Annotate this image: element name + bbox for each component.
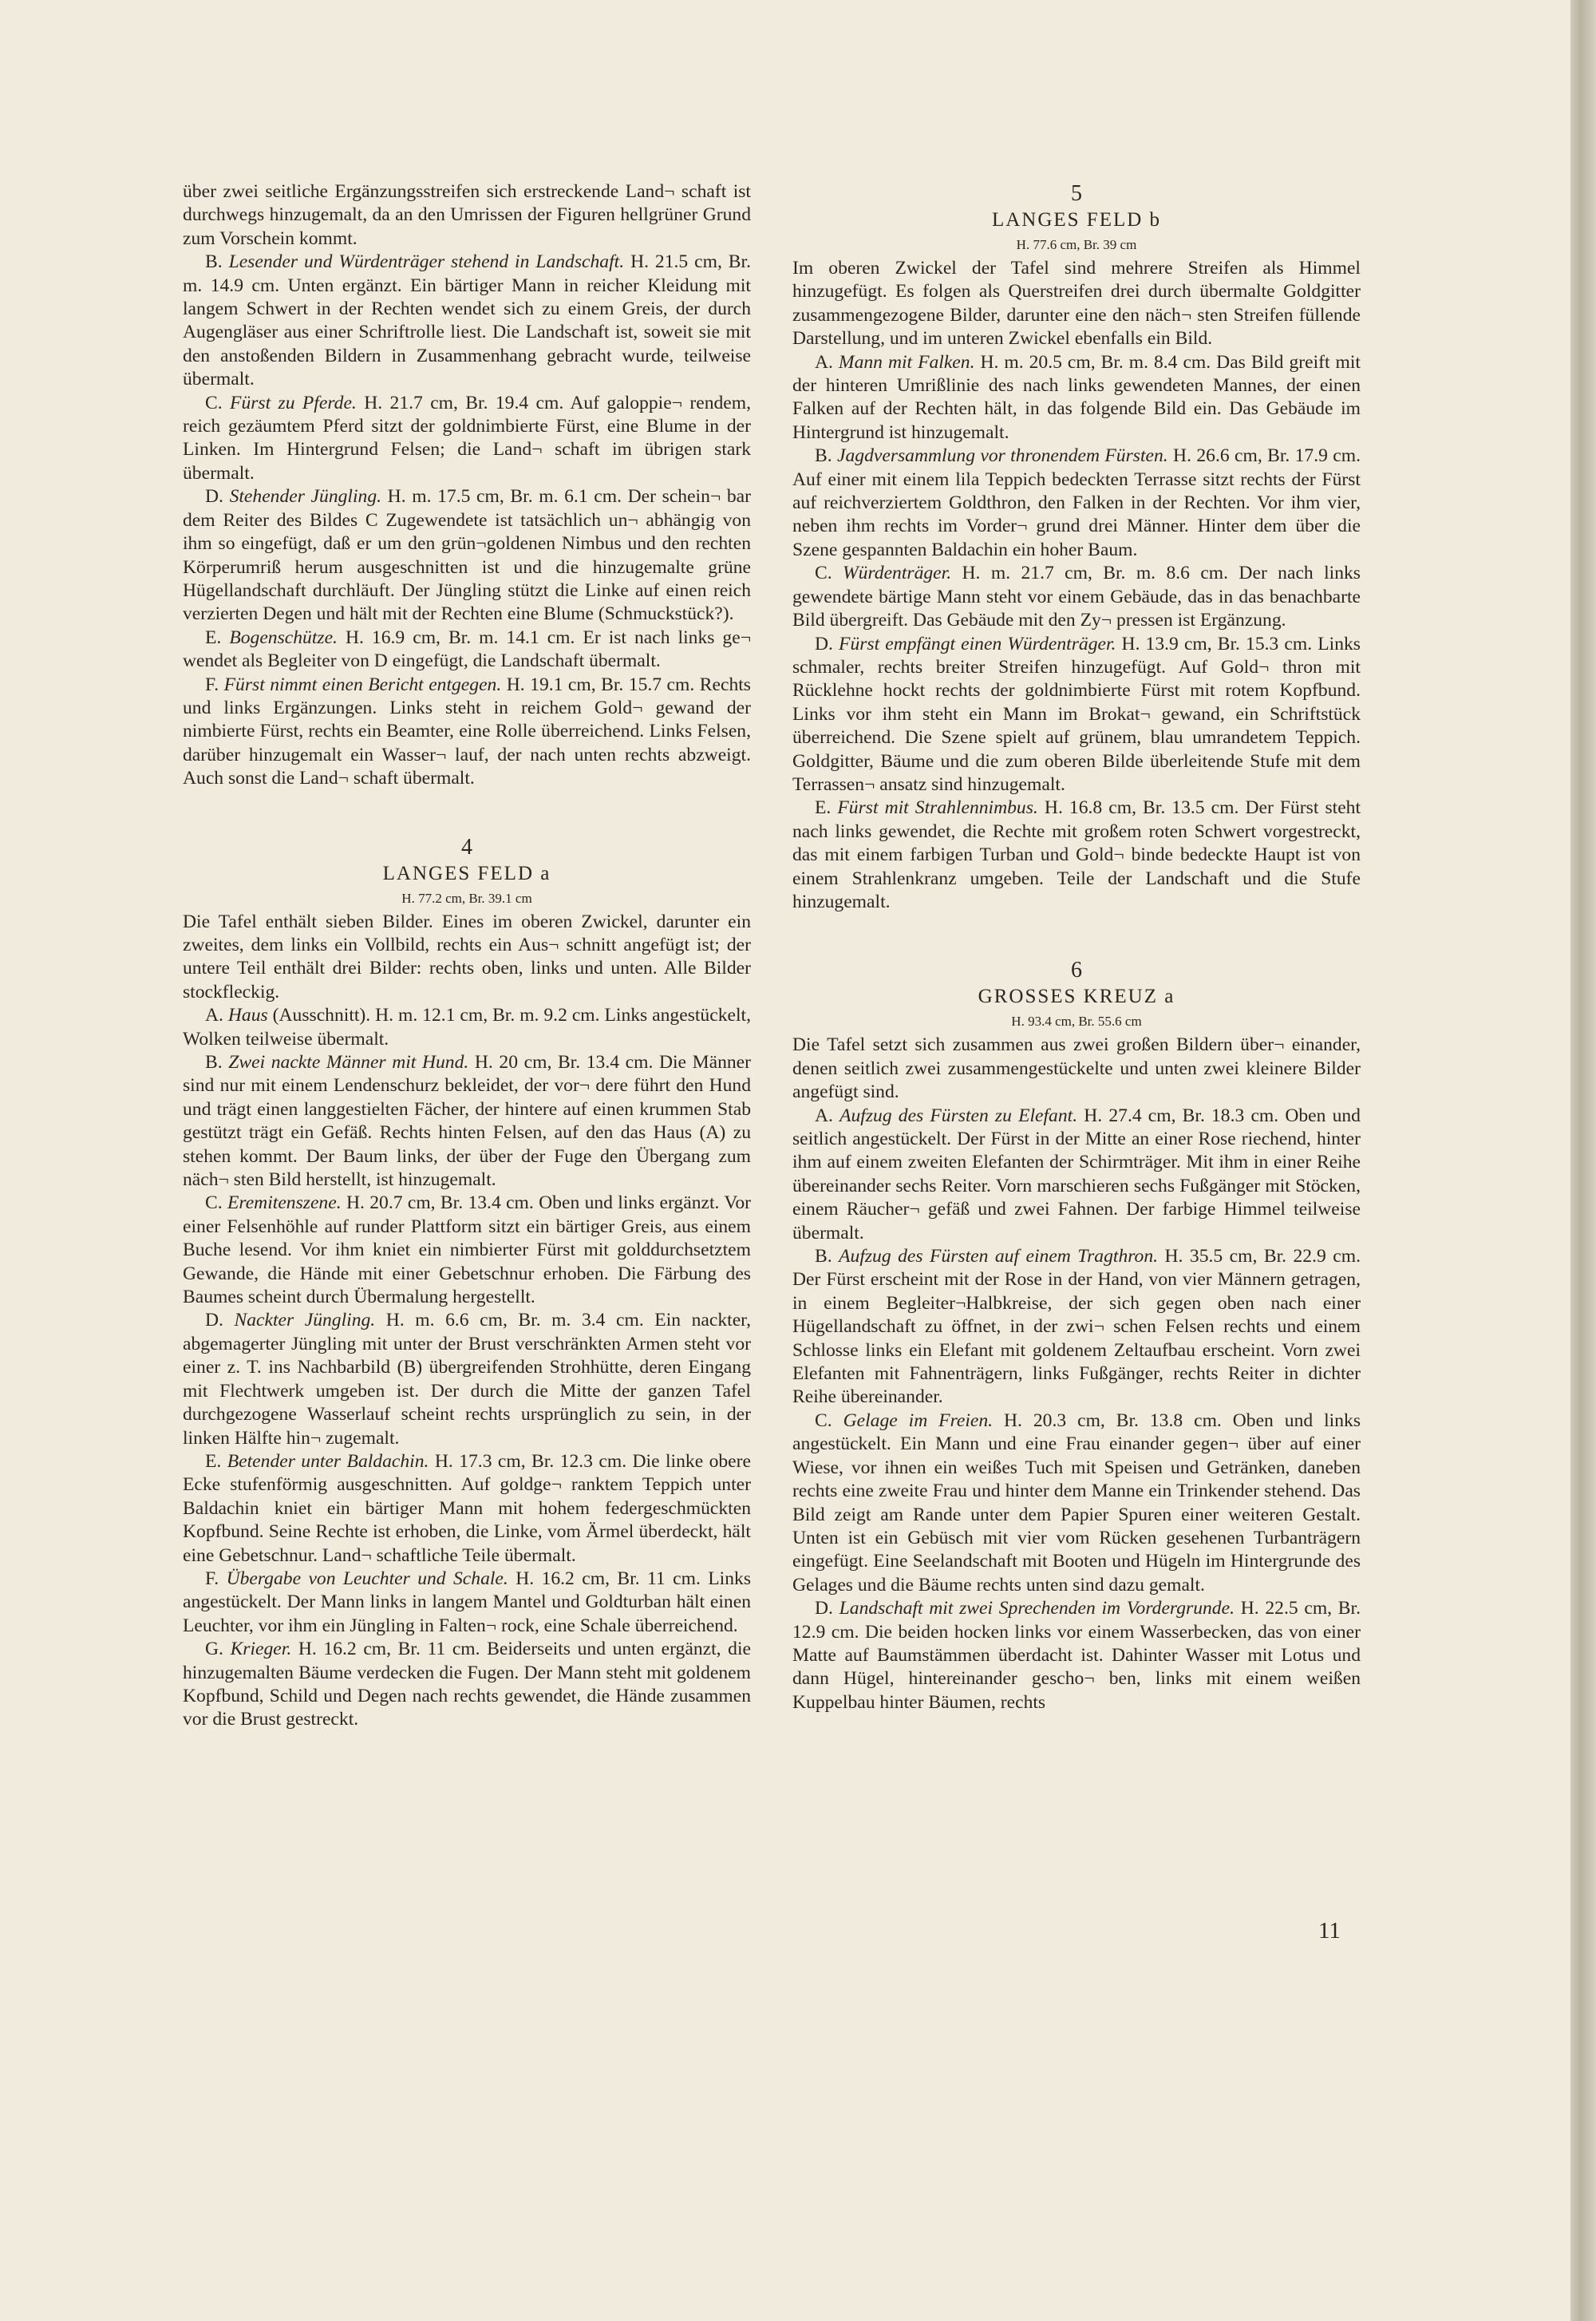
entry-text: H. 20.7 cm, Br. 13.4 cm. Oben und links ergänzt. Vor einer Felsenhöhle auf runder Plattform sitzt ein bärtiger Greis, aus einem Buche lesend. Vor ihm kniet ein nimbierter Fürst mit golddurchsetztem Gewande, die Hände mit einer Gebetschnur erhoben. Die Färbung des Baumes scheint durch Übermalung hergestellt. xyxy=(183,1192,751,1308)
entry-letter: A. xyxy=(205,1005,223,1026)
entry-text: H. 13.9 cm, Br. 15.3 cm. Links schmaler, rechts breiter Streifen hinzugefügt. Auf Gold¬ thron mit Rücklehne hockt rechts der goldnimbierte Fürst mit rotem Kopfbund. Links vor ihm steht ein Mann im Brokat¬ gewand, ein Schriftstück überreichend. Die Szene spielt auf grünem, blau umrandetem Teppich. Goldgitter, Bäume und die zum oberen Bilde überleitende Stufe mit dem Terrassen¬ ansatz sind hinzugemalt. xyxy=(792,633,1361,795)
entry-title: Zwei nackte Männer mit Hund. xyxy=(228,1052,469,1073)
entry-title: Fürst zu Pferde. xyxy=(230,392,357,413)
entry-letter: F. xyxy=(205,1568,219,1589)
entry-title: Aufzug des Fürsten auf einem Tragthron. xyxy=(839,1246,1159,1267)
section-intro: Im oberen Zwickel der Tafel sind mehrere Streifen als Himmel hinzugefügt. Es folgen als Querstreifen drei durch übermalte Goldgitter zusammengezogene Bilder, darunter eine den näch¬ sten Streifen füllende Darstellung, und im unteren Zwickel ebenfalls ein Bild. xyxy=(792,258,1361,350)
entry-title: Würdenträger. xyxy=(843,563,952,584)
entry-text: H. 16.2 cm, Br. 11 cm. Links angestückelt. Der Mann links in langem Mantel und Goldturban hält einen Leuchter, vor ihm ein Jüngling in Falten¬ rock, eine Schale überreichend. xyxy=(183,1568,752,1636)
entry-b xyxy=(792,1245,1361,1410)
entry-title: Bogenschütze. xyxy=(229,627,338,648)
entry-c xyxy=(792,1410,1361,1597)
entry-title: Mann mit Falken. xyxy=(838,351,975,373)
entry-letter: B. xyxy=(815,1246,832,1267)
entry-title: Eremitenszene. xyxy=(227,1192,342,1214)
entry-text: H. 16.2 cm, Br. 11 cm. Beiderseits und unten ergänzt, die hinzugemalten Bäume verdecken die Fugen. Der Mann steht mit goldenem Kopfbund, Schild und Degen nach rechts gewendet, die Hände zusammen vor die Brust gestreckt. xyxy=(183,1639,751,1730)
entry-d xyxy=(792,1597,1361,1714)
entry-letter: A. xyxy=(815,351,833,373)
entry-title: Stehender Jüngling. xyxy=(229,486,382,508)
entry-text: H. 21.5 cm, Br. m. 14.9 cm. Unten ergänzt. Ein bärtiger Mann in reicher Kleidung mit langem Schwert in der Rechten wendet sich zu einem Greis, der durch Augengläser aus einer Schriftrolle liest. Die Landschaft ist, soweit sie mit den anstoßenden Bildern in Zusammenhang gebracht wurde, teilweise übermalt. xyxy=(183,251,751,390)
entry-letter: B. xyxy=(205,1052,223,1073)
entry-text: (Ausschnitt). H. m. 12.1 cm, Br. m. 9.2 cm. Links angestückelt, Wolken teilweise übermalt. xyxy=(183,1005,751,1050)
entry-letter: A. xyxy=(815,1105,833,1126)
section-dimensions: H. 77.2 cm, Br. 39.1 cm xyxy=(401,890,532,906)
entry-text: H. 16.8 cm, Br. 13.5 cm. Der Fürst steht nach links gewendet, die Rechte mit großem roten Schwert vorgestreckt, das mit einem farbigen Turban und Gold¬ binde bedeckte Haupt ist von einem Strahlenkranz umgeben. Teile der Landschaft und die Stufe hinzugemalt. xyxy=(792,797,1361,912)
entry-letter: D. xyxy=(205,486,223,508)
entry-c xyxy=(183,392,751,486)
entry-text: H. 22.5 cm, Br. 12.9 cm. Die beiden hocken links vor einem Wasserbecken, das von einer Matte auf Baumstämmen überdacht ist. Dahinter Wasser mit Lotus und dann Hügel, hintereinander gescho¬ ben, links mit einem weißen Kuppelbau hinter Bäumen, rechts xyxy=(792,1598,1361,1713)
section-number: 6 xyxy=(1071,958,1082,983)
entry-letter: D. xyxy=(815,1598,833,1619)
left-column xyxy=(183,180,751,1732)
section-title: LANGES FELD a xyxy=(382,862,551,884)
page-number: 11 xyxy=(1318,1918,1341,1943)
entry-title: Jagdversammlung vor thronendem Fürsten. xyxy=(837,445,1168,467)
entry-title: Aufzug des Fürsten zu Elefant. xyxy=(839,1105,1078,1126)
entry-a xyxy=(183,1004,751,1051)
entry-text: H. m. 17.5 cm, Br. m. 6.1 cm. Der schein¬ bar dem Reiter des Bildes C Zugewendete ist tatsächlich un¬ abhängig von ihm so eingefügt, daß er um den grün¬goldenen Nimbus und den rechten Körperumriß herum ausgeschnitten ist und die hinzugemalte grüne Hügellandschaft durchläuft. Der Jüngling stützt die Linke auf einen reich verzierten Degen und hält mit der Rechten eine Blume (Schmuckstück?). xyxy=(183,486,751,625)
section-dimensions: H. 77.6 cm, Br. 39 cm xyxy=(1016,237,1137,252)
section-intro: Die Tafel setzt sich zusammen aus zwei großen Bildern über¬ einander, denen seitlich zwei zusammengestückelte und unten zwei kleinere Bilder angefügt sind. xyxy=(792,1034,1361,1103)
entry-title: Fürst nimmt einen Bericht entgegen. xyxy=(223,674,502,695)
entry-letter: C. xyxy=(815,1410,832,1431)
entry-title: Fürst mit Strahlennimbus. xyxy=(837,797,1038,819)
entry-d xyxy=(183,485,751,626)
entry-b xyxy=(183,1051,751,1192)
entry-text: H. 19.1 cm, Br. 15.7 cm. Rechts und links Ergänzungen. Links steht in reichem Gold¬ gewand der nimbierte Fürst, rechts ein Beamter, eine Rolle überreichend. Links Felsen, darüber hinzugemalt ein Wasser¬ lauf, der nach unten rechts abzweigt. Auch sonst die Land¬ schaft übermalt. xyxy=(183,674,751,789)
entry-text: H. 20.3 cm, Br. 13.8 cm. Oben und links angestückelt. Ein Mann und eine Frau einander gegen¬ über auf einer Wiese, vor ihnen ein weißes Tuch mit Speisen und Getränken, daneben rechts eine zweite Frau und hinter dem Manne ein Trinkender stehend. Das Bild zeigt am Rande unter dem Papier Spuren einer weiteren Gestalt. Unten ist ein Gebüsch mit vier vom Rücken gesehenen Turbanträgern eingefügt. Eine Seelandschaft mit Booten und Hügeln im Hintergrunde des Gelages und die Bäume rechts unten sind dazu gemalt. xyxy=(792,1410,1361,1595)
entry-b xyxy=(183,251,751,391)
section-number: 5 xyxy=(1071,181,1082,206)
entry-text: H. 21.7 cm, Br. 19.4 cm. Auf galoppie¬ rendem, reich gezäumtem Pferd sitzt der goldnimbierte Fürst, eine Blume in der Linken. Im Hintergrund Felsen; die Land¬ schaft im übrigen stark übermalt. xyxy=(183,392,752,484)
entry-letter: G. xyxy=(205,1639,223,1660)
entry-c xyxy=(792,562,1361,632)
entry-letter: F. xyxy=(205,674,219,695)
section-title: LANGES FELD b xyxy=(991,209,1162,231)
entry-e xyxy=(183,1450,751,1568)
entry-text: H. m. 20.5 cm, Br. m. 8.4 cm. Das Bild greift mit der hinteren Umrißlinie des nach links gewendeten Mannes, der einen Falken auf der Rechten hält, in das folgende Bild ein. Das Gebäude im Hintergrund ist hinzugemalt. xyxy=(792,351,1361,443)
entry-text: H. 17.3 cm, Br. 12.3 cm. Die linke obere Ecke stufenförmig ausgeschnitten. Auf goldge¬ ranktem Teppich unter Baldachin kniet ein bärtiger Mann mit hohem federgeschmückten Kopfbund. Seine Rechte ist erhoben, die Linke, vom Ärmel überdeckt, hält eine Gebetschnur. Land¬ schaftliche Teile übermalt. xyxy=(183,1450,751,1566)
entry-text: H. 26.6 cm, Br. 17.9 cm. Auf einer mit einem lila Teppich bedeckten Terrasse sitzt rechts der Fürst auf reichverziertem Goldthron, den Falken in der Rechten. Vor ihm vier, neben ihm rechts im Vorder¬ grund drei Männer. Hinter dem über die Szene gespannten Baldachin ein hoher Baum. xyxy=(792,445,1361,560)
entry-title: Lesender und Würdenträger stehend in Landschaft. xyxy=(228,251,625,273)
entry-d xyxy=(183,1309,751,1449)
entry-title: Haus xyxy=(227,1005,268,1026)
entry-a xyxy=(792,351,1361,445)
book-spine-edge xyxy=(1570,0,1596,2321)
entry-letter: E. xyxy=(205,627,222,648)
entry-f xyxy=(183,674,751,791)
entry-letter: D. xyxy=(815,633,833,654)
entry-g xyxy=(183,1638,751,1732)
entry-a xyxy=(792,1105,1361,1245)
entry-e xyxy=(792,797,1361,914)
entry-b xyxy=(792,445,1361,562)
entry-title: Gelage im Freien. xyxy=(843,1410,994,1431)
section-intro: Die Tafel enthält sieben Bilder. Eines im oberen Zwickel, darunter ein zweites, dem links ein Vollbild, rechts ein Aus¬ schnitt angefügt ist; der untere Teil enthält drei Bilder: rechts oben, links und unten. Alle Bilder stockfleckig. xyxy=(183,911,751,1002)
entry-title: Nackter Jüngling. xyxy=(234,1310,376,1331)
entry-title: Fürst empfängt einen Würdenträger. xyxy=(839,633,1116,654)
entry-text: H. 20 cm, Br. 13.4 cm. Die Männer sind nur mit einem Lendenschurz bekleidet, der vor¬ dere führt den Hund und trägt einen langgestielten Fächer, der hintere auf einen krummen Stab gestützt trägt ein Gefäß. Rechts hinten Felsen, auf den das Haus (A) zu stehen kommt. Der Baum links, der über der Fuge den Übergang zum näch¬ sten Bild herstellt, ist hinzugemalt. xyxy=(183,1052,751,1191)
entry-text: H. 35.5 cm, Br. 22.9 cm. Der Fürst erscheint mit der Rose in der Hand, von vier Männern getragen, in einem Begleiter¬Halbkreise, der sich gegen oben nach einer Hügellandschaft zu öffnet, in der zwi¬ schen Felsen rechts und einem Schlosse links ein Elefant mit goldenem Zeltaufbau erscheint. Vorn zwei Elefanten mit Fahnenträgern, links Fußgänger, rechts Reiter in dichter Reihe übereinander. xyxy=(792,1246,1361,1408)
entry-title: Krieger. xyxy=(230,1639,292,1660)
entry-d xyxy=(792,633,1361,797)
entry-e xyxy=(183,627,751,674)
right-column xyxy=(792,180,1361,1714)
section-number: 4 xyxy=(461,834,472,860)
entry-letter: C. xyxy=(205,392,223,413)
entry-text: H. 16.9 cm, Br. m. 14.1 cm. Er ist nach links ge¬ wendet als Begleiter von D eingefügt, die Landschaft übermalt. xyxy=(183,627,752,672)
entry-title: Landschaft mit zwei Sprechenden im Vordergrunde. xyxy=(839,1598,1235,1619)
entry-letter: C. xyxy=(205,1192,223,1214)
entry-text: H. m. 21.7 cm, Br. m. 8.6 cm. Der nach links gewendete bärtige Mann steht vor einem Gebäude, das in das benachbarte Bild übergreift. Das Gebäude mit den Zy¬ pressen ist Ergänzung. xyxy=(792,563,1361,631)
entry-letter: B. xyxy=(205,251,223,273)
entry-letter: E. xyxy=(205,1450,222,1472)
entry-c xyxy=(183,1192,751,1309)
entry-text: H. 27.4 cm, Br. 18.3 cm. Oben und seitlich angestückelt. Der Fürst in der Mitte an einer Rose riechend, hinter ihm auf einem zweiten Elefanten der Schirmträger. Mit ihm in einer Reihe übereinander sechs Reiter. Vorn marschieren sechs Fußgänger mit Stöcken, einem Räucher¬ gefäß und zwei Fahnen. Der farbige Himmel teilweise übermalt. xyxy=(792,1105,1361,1244)
entry-letter: B. xyxy=(815,445,832,467)
entry-f xyxy=(183,1568,751,1638)
entry-letter: E. xyxy=(815,797,832,819)
section-dimensions: H. 93.4 cm, Br. 55.6 cm xyxy=(1011,1014,1142,1030)
entry-title: Betender unter Baldachin. xyxy=(227,1450,429,1472)
entry-letter: D. xyxy=(205,1310,223,1331)
entry-title: Übergabe von Leuchter und Schale. xyxy=(226,1568,508,1589)
entry-text: H. m. 6.6 cm, Br. m. 3.4 cm. Ein nackter, abgemagerter Jüngling mit unter der Brust verschränkten Armen steht vor einer z. T. ins Nachbarbild (B) übergreifenden Strohhütte, deren Eingang mit Flechtwerk umgeben ist. Der durch die Mitte der ganzen Tafel durchgezogene Wasserlauf scheint rechts ursprünglich zu sein, in der linken Hälfte hin¬ zugemalt. xyxy=(183,1310,751,1449)
continued-paragraph: über zwei seitliche Ergänzungsstreifen sich erstreckende Land¬ schaft ist durchwegs hinzugemalt, da an den Umrissen der Figuren hellgrüner Grund zum Vorschein kommt. xyxy=(183,181,751,249)
entry-letter: C. xyxy=(815,563,832,584)
section-title: GROSSES KREUZ a xyxy=(978,986,1175,1008)
